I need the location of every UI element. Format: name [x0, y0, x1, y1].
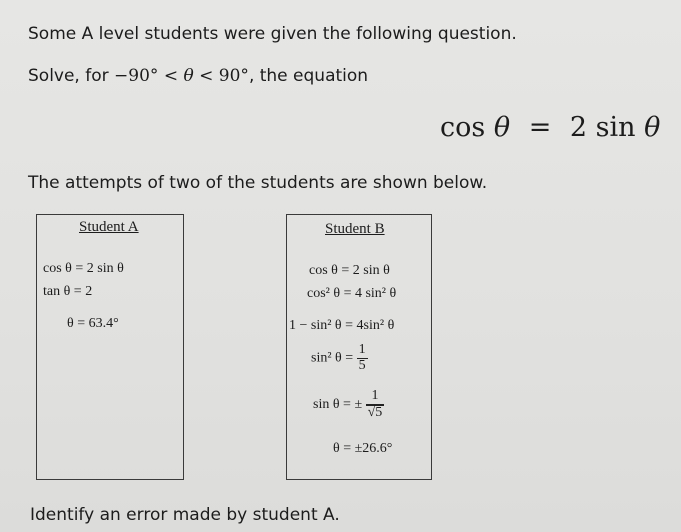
student-b-line-1: cos θ = 2 sin θ	[309, 263, 390, 278]
student-b-line-4-lhs: sin² θ =	[311, 350, 357, 366]
student-b-line-2: cos² θ = 4 sin² θ	[307, 286, 397, 301]
eq-lhs-fn: cos	[440, 112, 486, 143]
eq-equals: =	[528, 112, 552, 143]
intro-text: Some A level students were given the following question.	[28, 24, 517, 44]
fraction-one-over-root-five	[366, 389, 385, 420]
student-b-line-5-lhs: sin θ = ±	[313, 396, 363, 412]
student-a-heading: Student A	[79, 219, 139, 235]
solve-instruction	[28, 66, 368, 86]
student-a-line-1: cos θ = 2 sin θ	[43, 261, 124, 276]
less-than-1: <	[163, 66, 179, 86]
range-lower: −90°	[114, 66, 159, 86]
student-b-line-3: 1 − sin² θ = 4sin² θ	[289, 318, 395, 333]
fraction-denominator: 5	[358, 357, 366, 373]
theta-symbol: θ	[183, 66, 194, 86]
student-b-heading: Student B	[325, 221, 385, 237]
solve-prefix: Solve, for	[28, 66, 115, 86]
fraction-denominator: √5	[367, 404, 383, 420]
eq-lhs-var: θ	[493, 112, 511, 143]
question-text: Identify an error made by student A.	[30, 505, 340, 525]
range-upper: 90°	[218, 66, 249, 86]
student-b-box	[286, 214, 432, 480]
less-than-2: <	[199, 66, 214, 86]
student-a-box	[36, 214, 184, 480]
fraction-numerator: 1	[366, 389, 385, 405]
student-b-line-6: θ = ±26.6°	[333, 441, 393, 456]
eq-rhs-coef: 2 sin	[569, 112, 636, 143]
solve-suffix: , the equation	[248, 66, 369, 86]
fraction-numerator: 1	[358, 342, 366, 357]
eq-rhs-var: θ	[644, 112, 661, 143]
attempts-text: The attempts of two of the students are shown below.	[28, 173, 488, 193]
fraction-one-fifth	[357, 343, 368, 373]
student-a-line-2: tan θ = 2	[43, 284, 93, 299]
student-a-line-3: θ = 63.4°	[67, 316, 119, 331]
student-b-line-5	[313, 389, 384, 420]
student-b-line-4	[311, 343, 368, 373]
main-equation	[440, 112, 660, 143]
